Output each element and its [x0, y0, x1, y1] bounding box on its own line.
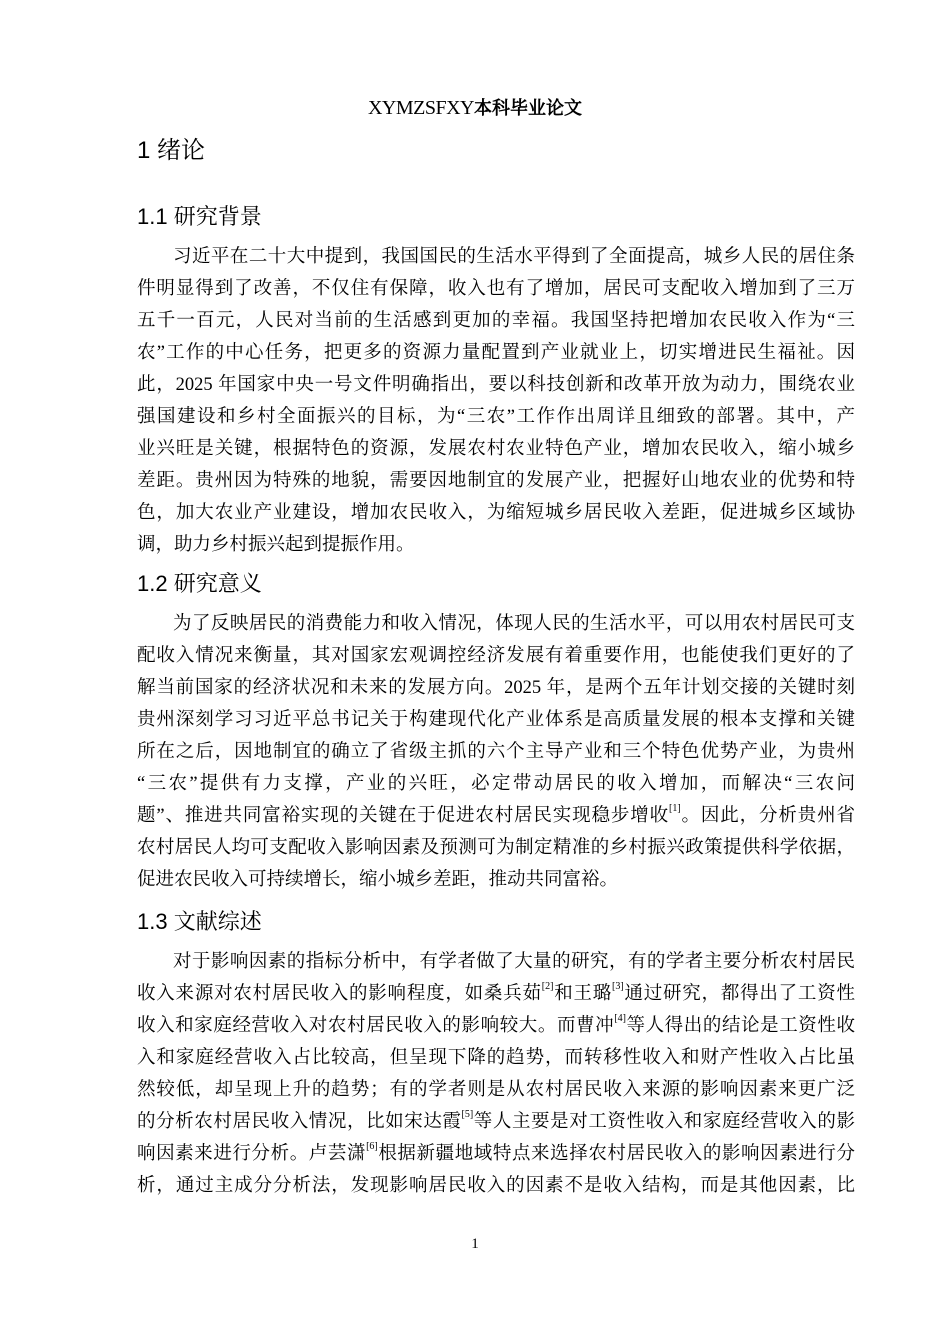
text-line	[137, 1074, 855, 1106]
text-segment: 农”工作的中心任务，把更多的资源力量配置到产业就业上，切实增进民生福祉。因	[137, 343, 855, 363]
text-line	[137, 768, 855, 800]
text-segment: 此，2025 年国家中央一号文件明确指出，要以科技创新和改革开放为动力，围绕农业	[137, 375, 855, 395]
header-thesis-label: 本科毕业论文	[474, 98, 583, 119]
text-segment: 收入来源对农村居民收入的影响程度，如桑兵茹	[137, 984, 542, 1004]
text-segment: 题”、推进共同富裕实现的关键在于促进农村居民实现稳步增收	[137, 806, 670, 826]
citation-reference: [4]	[614, 1013, 626, 1024]
paragraph-literature-review	[137, 946, 855, 1202]
text-segment: 等人得出的结论是工资性收	[625, 1016, 855, 1036]
text-segment: 调，助力乡村振兴起到提振作用。	[137, 535, 415, 555]
text-segment: 根据新疆地域特点来选择农村居民收入的影响因素进行分	[377, 1144, 855, 1164]
text-line	[137, 497, 855, 529]
text-line	[137, 946, 855, 978]
text-segment: 贵州深刻学习习近平总书记关于构建现代化产业体系是高质量发展的根本支撑和关键	[137, 710, 855, 730]
text-segment: 析，通过主成分分析法，发现影响居民收入的因素不是收入结构，而是其他因素，比	[137, 1176, 855, 1196]
text-line	[137, 433, 855, 465]
text-segment: 所在之后，因地制宜的确立了省级主抓的六个主导产业和三个特色优势产业，为贵州	[137, 742, 855, 762]
text-segment: 解当前国家的经济状况和未来的发展方向。2025 年，是两个五年计划交接的关键时刻	[137, 678, 855, 698]
text-segment: 差距。贵州因为特殊的地貌，需要因地制宜的发展产业，把握好山地农业的优势和特	[137, 471, 855, 491]
text-segment: 色，加大农业产业建设，增加农民收入，为缩短城乡居民收入差距，促进城乡区域协	[137, 503, 855, 523]
citation-reference: [6]	[366, 1141, 378, 1152]
text-segment: 件明显得到了改善，不仅住有保障，收入也有了增加，居民可支配收入增加到了三万	[137, 279, 855, 299]
text-line	[137, 736, 855, 768]
page-header	[0, 94, 950, 120]
text-segment: 配收入情况来衡量，其对国家宏观调控经济发展有着重要作用，也能使我们更好的了	[137, 646, 855, 666]
text-line	[137, 369, 855, 401]
text-segment: 。因此，分析贵州省	[680, 806, 855, 826]
text-segment: 响因素来进行分析。卢芸潇	[137, 1144, 367, 1164]
text-segment: “三农”提供有力支撑，产业的兴旺，必定带动居民的收入增加，而解决“三农问	[137, 774, 855, 794]
paragraph-significance	[137, 608, 855, 896]
text-line	[137, 337, 855, 369]
text-line	[137, 305, 855, 337]
header-institution-code: XYMZSFXY	[367, 97, 475, 119]
text-line	[137, 864, 855, 896]
text-segment: 习近平在二十大中提到，我国国民的生活水平得到了全面提高，城乡人民的居住条	[173, 247, 855, 267]
section-title-significance: 1.2 研究意义	[137, 571, 262, 596]
text-line	[137, 640, 855, 672]
section-title-literature-review: 1.3 文献综述	[137, 909, 262, 934]
text-line	[137, 1042, 855, 1074]
text-line	[137, 401, 855, 433]
text-line	[137, 1010, 855, 1042]
text-line	[137, 1170, 855, 1202]
text-segment: 强国建设和乡村全面振兴的目标，为“三农”工作作出周详且细致的部署。其中，产	[137, 407, 855, 427]
text-line	[137, 273, 855, 305]
chapter-title: 1 绪论	[137, 137, 206, 164]
text-line	[137, 672, 855, 704]
section-title-background: 1.1 研究背景	[137, 204, 262, 229]
citation-reference: [1]	[669, 803, 681, 814]
text-line	[137, 465, 855, 497]
text-line	[137, 608, 855, 640]
text-segment: 然较低，却呈现上升的趋势；有的学者则是从农村居民收入来源的影响因素来更广泛	[137, 1080, 855, 1100]
page-number: 1	[471, 1236, 479, 1252]
text-line	[137, 832, 855, 864]
text-line	[137, 1138, 855, 1170]
text-line	[137, 704, 855, 736]
citation-reference: [3]	[612, 981, 624, 992]
text-segment: 等人主要是对工资性收入和家庭经营收入的影	[473, 1112, 855, 1132]
citation-reference: [5]	[461, 1109, 474, 1120]
text-segment: 和王璐	[553, 984, 613, 1004]
text-line	[137, 241, 855, 273]
text-line	[137, 529, 855, 561]
text-line	[137, 978, 855, 1010]
text-segment: 的分析农村居民收入情况，比如宋达霞	[137, 1112, 462, 1132]
text-segment: 通过研究，都得出了工资性	[623, 984, 855, 1004]
text-segment: 业兴旺是关键，根据特色的资源，发展农村农业特色产业，增加农民收入，缩小城乡	[137, 439, 855, 459]
text-segment: 五千一百元，人民对当前的生活感到更加的幸福。我国坚持把增加农民收入作为“三	[137, 311, 855, 331]
text-segment: 促进农民收入可持续增长，缩小城乡差距，推动共同富裕。	[137, 870, 619, 890]
text-line	[137, 1106, 855, 1138]
text-segment: 为了反映居民的消费能力和收入情况，体现人民的生活水平，可以用农村居民可支	[173, 614, 855, 634]
text-segment: 入和家庭经营收入占比较高，但呈现下降的趋势，而转移性收入和财产性收入占比虽	[137, 1048, 855, 1068]
paragraph-background	[137, 241, 855, 561]
citation-reference: [2]	[541, 981, 554, 992]
text-line	[137, 800, 855, 832]
text-segment: 对于影响因素的指标分析中，有学者做了大量的研究，有的学者主要分析农村居民	[173, 952, 855, 972]
text-segment: 农村居民人均可支配收入影响因素及预测可为制定精准的乡村振兴政策提供科学依据，	[137, 838, 855, 858]
text-segment: 收入和家庭经营收入对农村居民收入的影响较大。而曹冲	[137, 1016, 615, 1036]
